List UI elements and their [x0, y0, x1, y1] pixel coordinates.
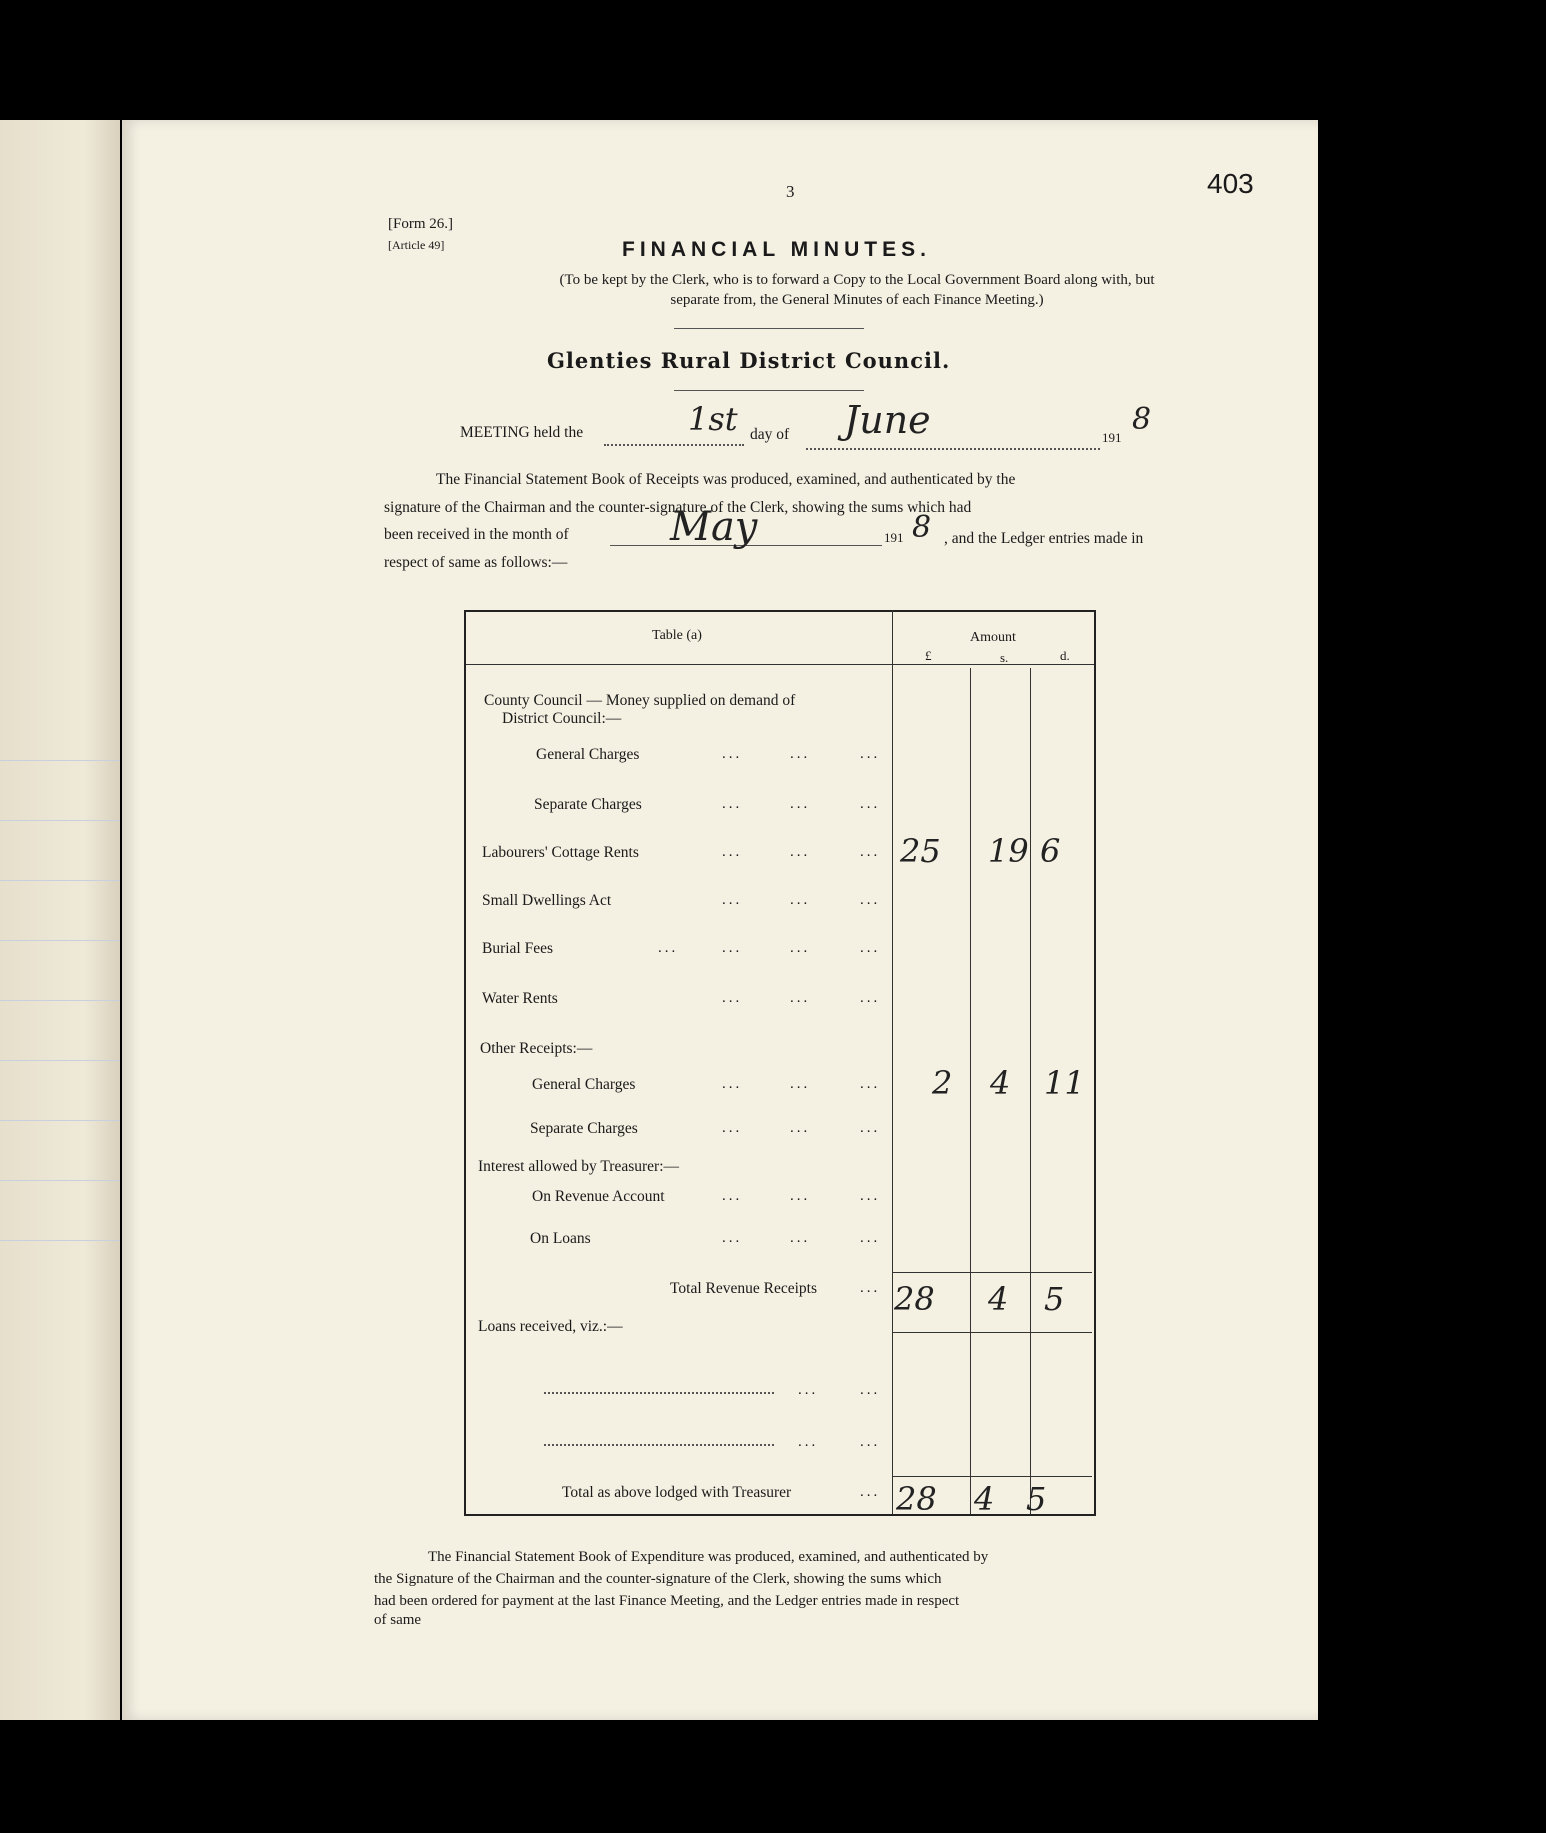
leader-dots: ...: [722, 746, 743, 762]
leader-dots: ...: [790, 796, 811, 812]
county-council-line-1: County Council — Money supplied on demand of: [484, 692, 796, 709]
total-revenue-shillings: 4: [988, 1280, 1009, 1318]
other-general-pounds: 2: [932, 1064, 953, 1102]
general-charges-label: General Charges: [536, 746, 640, 763]
divider: [674, 390, 864, 391]
leader-dots: ...: [790, 1120, 811, 1136]
leader-dots: ...: [790, 1076, 811, 1092]
amount-column-rule: [892, 610, 893, 1514]
labourers-shillings: 19: [988, 832, 1029, 870]
ruling-line: [0, 1180, 120, 1181]
leader-dots: ...: [722, 844, 743, 860]
leader-dots: ...: [860, 892, 881, 908]
leader-dots: ...: [722, 796, 743, 812]
leader-dots: ...: [860, 1280, 881, 1296]
receipts-line-4: respect of same as follows:—: [384, 554, 568, 571]
leader-dots: ...: [860, 1076, 881, 1092]
labourers-rents-label: Labourers' Cottage Rents: [482, 844, 639, 861]
other-receipts-label: Other Receipts:—: [480, 1040, 593, 1057]
leader-dots: ...: [860, 990, 881, 1006]
leader-dots: ...: [722, 1120, 743, 1136]
leader-dots: ...: [860, 1120, 881, 1136]
expenditure-line-1: The Financial Statement Book of Expenditure was produced, examined, and authenticated by: [428, 1549, 989, 1565]
pence-column-rule: [1030, 668, 1031, 1514]
on-revenue-label: On Revenue Account: [532, 1188, 665, 1205]
leader-dots: ...: [860, 1188, 881, 1204]
leader-dots: ...: [790, 746, 811, 762]
leader-dots: ...: [790, 1230, 811, 1246]
meeting-month: June: [844, 398, 931, 442]
ruling-line: [0, 820, 120, 821]
leader-dots: ...: [798, 1434, 819, 1450]
subtotal-rule: [892, 1332, 1092, 1333]
burial-fees-label: Burial Fees: [482, 940, 554, 957]
leader-dots: ...: [860, 1230, 881, 1246]
leader-dots: ...: [860, 796, 881, 812]
ruling-line: [0, 1000, 120, 1001]
leader-dots: ...: [722, 892, 743, 908]
total-lodged-shillings: 4: [974, 1480, 995, 1518]
on-loans-label: On Loans: [530, 1230, 591, 1247]
amount-header: Amount: [970, 630, 1016, 645]
labourers-pence: 6: [1040, 832, 1061, 870]
labourers-pounds: 25: [900, 832, 941, 870]
instructions-note: [422, 270, 1292, 310]
instructions-line: (To be kept by the Clerk, who is to forward a Copy to the Local Government Board along with, but: [559, 272, 1155, 288]
ruling-line: [0, 1240, 120, 1241]
leader-dots: ...: [790, 844, 811, 860]
leader-dots: ...: [860, 746, 881, 762]
expenditure-line-2: the Signature of the Chairman and the counter-signature of the Clerk, showing the sums which: [374, 1571, 942, 1587]
total-lodged-label: Total as above lodged with Treasurer: [562, 1484, 792, 1501]
water-rents-label: Water Rents: [482, 990, 558, 1007]
ruling-line: [0, 940, 120, 941]
leader-dots: ...: [790, 940, 811, 956]
form-reference: [Form 26.]: [388, 216, 453, 232]
other-separate-charges-label: Separate Charges: [530, 1120, 638, 1137]
loan-entry-line: [544, 1392, 774, 1394]
meeting-year-digit: 8: [1132, 402, 1152, 437]
subtotal-rule: [892, 1272, 1092, 1273]
total-lodged-pounds: 28: [896, 1480, 937, 1518]
other-general-shillings: 4: [990, 1064, 1011, 1102]
other-general-pence: 11: [1044, 1064, 1085, 1102]
total-revenue-pounds: 28: [894, 1280, 935, 1318]
fill-line: [604, 444, 744, 446]
leader-dots: ...: [658, 940, 679, 956]
instructions-line: separate from, the General Minutes of each Finance Meeting.): [670, 292, 1044, 308]
leader-dots: ...: [722, 940, 743, 956]
total-rule: [892, 1476, 1092, 1477]
leader-dots: ...: [860, 1382, 881, 1398]
article-reference: [Article 49]: [388, 238, 445, 252]
receipts-line-3b: , and the Ledger entries made in: [944, 530, 1144, 547]
leader-dots: ...: [790, 892, 811, 908]
table-header: Table (a): [652, 628, 702, 643]
pence-header: d.: [1060, 648, 1070, 663]
receipts-line-3a: been received in the month of: [384, 526, 569, 543]
leader-dots: ...: [790, 990, 811, 1006]
total-revenue-label: Total Revenue Receipts: [670, 1280, 817, 1297]
leader-dots: ...: [722, 1230, 743, 1246]
loan-entry-line: [544, 1444, 774, 1446]
page-number: 403: [1207, 168, 1254, 199]
document-page: [122, 120, 1318, 1720]
leader-dots: ...: [798, 1382, 819, 1398]
form-title: FINANCIAL MINUTES.: [622, 238, 931, 261]
ruling-line: [0, 880, 120, 881]
receipts-line-1: The Financial Statement Book of Receipts was produced, examined, and authenticated by the: [436, 471, 1016, 488]
receipts-line-2: signature of the Chairman and the counter-signature of the Clerk, showing the sums which had: [384, 499, 972, 516]
interest-allowed-label: Interest allowed by Treasurer:—: [478, 1158, 680, 1175]
day-of-label: day of: [750, 426, 790, 443]
meeting-year-prefix: 191: [1102, 430, 1122, 445]
shillings-column-rule: [970, 668, 971, 1514]
leader-dots: ...: [722, 1076, 743, 1092]
shillings-header: s.: [1000, 650, 1009, 665]
ruling-line: [0, 760, 120, 761]
other-general-charges-label: General Charges: [532, 1076, 636, 1093]
divider: [674, 328, 864, 329]
loans-received-label: Loans received, viz.:—: [478, 1318, 623, 1335]
sheet-number: 3: [786, 182, 795, 201]
left-page-edge: [0, 120, 120, 1720]
expenditure-line-3: had been ordered for payment at the last Finance Meeting, and the Ledger entries made in respect: [374, 1593, 960, 1609]
small-dwellings-label: Small Dwellings Act: [482, 892, 612, 909]
meeting-day: 1st: [688, 400, 738, 438]
leader-dots: ...: [860, 844, 881, 860]
leader-dots: ...: [722, 1188, 743, 1204]
leader-dots: ...: [860, 1434, 881, 1450]
pounds-header: £: [925, 648, 932, 663]
receipts-month: May: [670, 504, 758, 550]
ruling-line: [0, 1120, 120, 1121]
leader-dots: ...: [722, 990, 743, 1006]
leader-dots: ...: [790, 1188, 811, 1204]
expenditure-line-4: of same: [374, 1612, 422, 1628]
total-lodged-pence: 5: [1026, 1480, 1047, 1518]
separate-charges-label: Separate Charges: [534, 796, 642, 813]
receipts-year-prefix: 191: [884, 530, 904, 545]
leader-dots: ...: [860, 1484, 881, 1500]
total-revenue-pence: 5: [1044, 1280, 1065, 1318]
council-name: Glenties Rural District Council.: [547, 348, 951, 373]
leader-dots: ...: [860, 940, 881, 956]
receipts-year-digit: 8: [912, 510, 932, 545]
meeting-label: MEETING held the: [460, 424, 584, 441]
ruling-line: [0, 1060, 120, 1061]
fill-line: [806, 448, 1100, 450]
county-council-line-2: District Council:—: [502, 710, 622, 727]
